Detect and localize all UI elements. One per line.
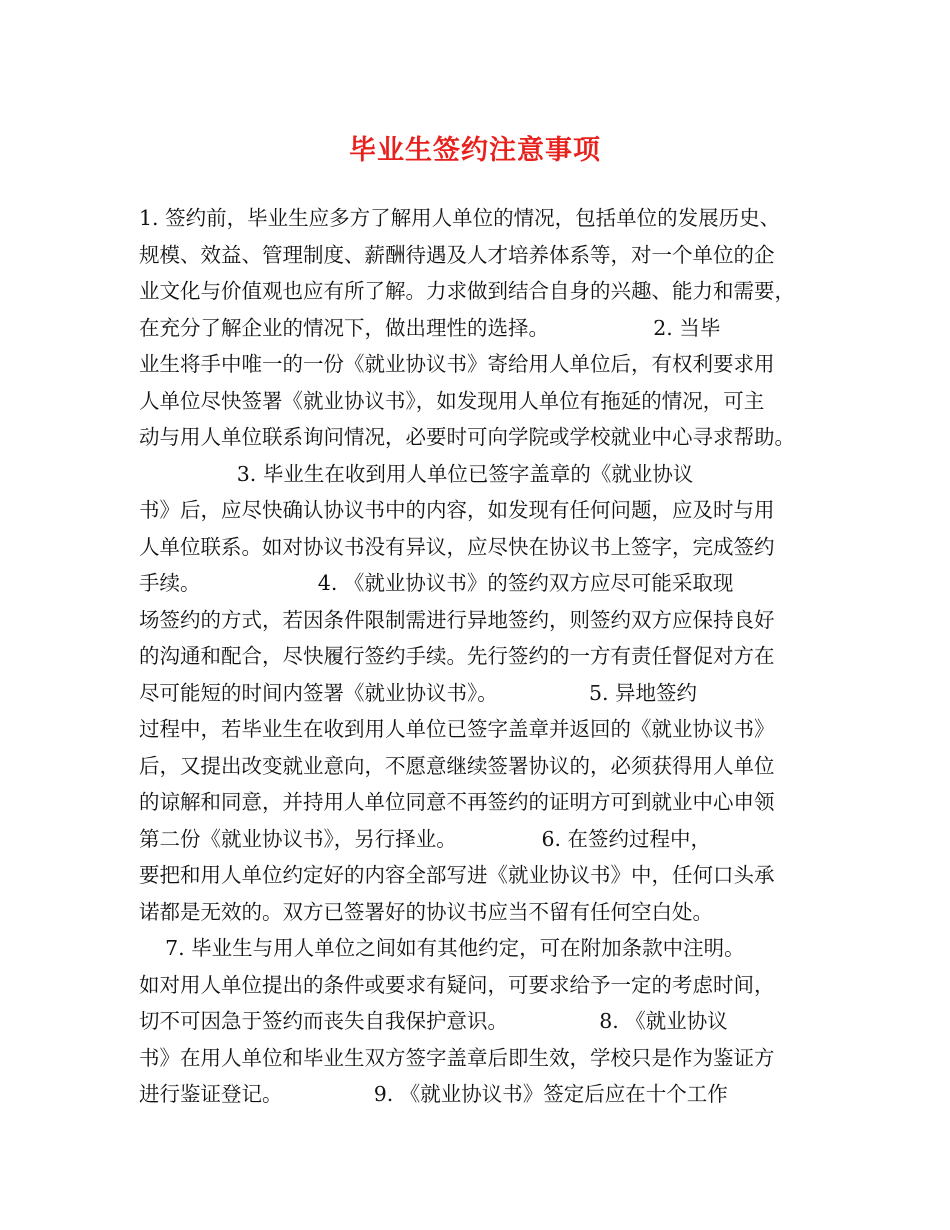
- document-body: [139, 200, 819, 1113]
- body-line: 人单位联系。如对协议书没有异议，应尽快在协议书上签字，完成签约: [139, 534, 775, 559]
- body-line: 7. 毕业生与用人单位之间如有其他约定，可在附加条款中注明。: [139, 936, 745, 960]
- body-line: 切不可因急于签约而丧失自我保护意识。 8. 《就业协议: [139, 1009, 728, 1033]
- body-line: 书》在用人单位和毕业生双方签字盖章后即生效，学校只是作为鉴证方: [139, 1045, 775, 1070]
- body-line: 规模、效益、管理制度、薪酬待遇及人才培养体系等，对一个单位的企: [139, 242, 775, 267]
- body-line: 后，又提出改变就业意向，不愿意继续签署协议的，必须获得用人单位: [139, 753, 775, 778]
- body-line: 第二份《就业协议书》，另行择业。 6. 在签约过程中，: [139, 826, 712, 851]
- body-line: 如对用人单位提出的条件或要求有疑问，可要求给予一定的考虑时间，: [139, 972, 775, 997]
- body-line: 场签约的方式，若因条件限制需进行异地签约，则签约双方应保持良好: [139, 607, 775, 632]
- body-line: 1. 签约前，毕业生应多方了解用人单位的情况，包括单位的发展历史、: [139, 206, 781, 230]
- document-title: 毕业生签约注意事项: [349, 135, 601, 166]
- body-line: 过程中，若毕业生在收到用人单位已签字盖章并返回的《就业协议书》: [139, 717, 775, 741]
- body-line: 尽可能短的时间内签署《就业协议书》。 5. 异地签约: [139, 680, 698, 705]
- body-line: 要把和用人单位约定好的内容全部写进《就业协议书》中，任何口头承: [139, 863, 775, 887]
- body-line: 书》后，应尽快确认协议书中的内容，如发现有任何问题，应及时与用: [139, 498, 775, 522]
- body-line: 在充分了解企业的情况下，做出理性的选择。 2. 当毕: [139, 315, 721, 340]
- body-line: 人单位尽快签署《就业协议书》，如发现用人单位有拖延的情况，可主: [139, 388, 765, 413]
- body-line: 动与用人单位联系询问情况，必要时可向学院或学校就业中心寻求帮助。: [139, 425, 795, 449]
- body-line: 进行鉴证登记。 9. 《就业协议书》签定后应在十个工作: [139, 1082, 728, 1106]
- body-line: 3. 毕业生在收到用人单位已签字盖章的《就业协议: [139, 461, 694, 486]
- body-line: 的谅解和同意，并持用人单位同意不再签约的证明方可到就业中心申领: [139, 790, 775, 814]
- body-line: 的沟通和配合，尽快履行签约手续。先行签约的一方有责任督促对方在: [139, 644, 775, 668]
- body-line: 诺都是无效的。双方已签署好的协议书应当不留有任何空白处。: [139, 899, 713, 924]
- body-line: 业文化与价值观也应有所了解。力求做到结合自身的兴趣、能力和需要，: [139, 279, 795, 303]
- body-line: 业生将手中唯一的一份《就业协议书》寄给用人单位后，有权利要求用: [139, 352, 775, 376]
- body-line: 手续。 4. 《就业协议书》的签约双方应尽可能采取现: [139, 571, 734, 595]
